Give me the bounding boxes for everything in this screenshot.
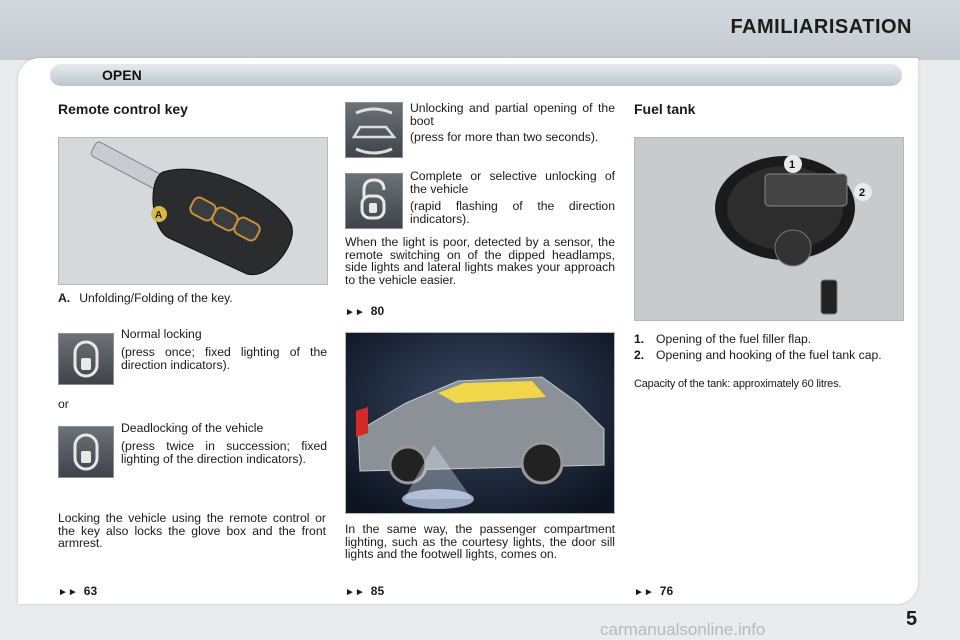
light-sensor-text: When the light is poor, detected by a sensor, the remote switching on of the dipped headlamps, side lights and lateral lights makes your approach to the vehicle easier.	[345, 235, 615, 287]
fuel-filler-illustration	[635, 138, 903, 320]
normal-locking-title: Normal locking	[121, 327, 202, 341]
car-illustration	[346, 333, 614, 513]
section-bar	[50, 64, 902, 86]
ref-arrow-icon: ►►	[58, 587, 78, 598]
passenger-lighting-text: In the same way, the passenger compartment lighting, such as the courtesy lights, the door sill lights and the footwell lights, comes on.	[345, 522, 615, 561]
fuel-tank-figure	[634, 137, 904, 321]
normal-locking-desc: (press once; fixed lighting of the direction indicators).	[121, 345, 327, 372]
boot-unlock-desc: (press for more than two seconds).	[410, 130, 599, 144]
key-caption: A. Unfolding/Folding of the key.	[58, 291, 233, 305]
fuel-label-2: 2	[859, 187, 866, 199]
ref-arrow-icon: ►►	[634, 587, 654, 598]
ref-arrow-icon: ►►	[345, 587, 365, 598]
key-label-a: A	[155, 210, 163, 221]
unlock-button-icon	[345, 173, 403, 229]
locking-note: Locking the vehicle using the remote control or the key also locks the glove box and the front armrest.	[58, 511, 326, 550]
remote-key-illustration	[59, 138, 327, 284]
fuel-tank-heading: Fuel tank	[634, 101, 696, 117]
complete-unlock-title: Complete or selective unlocking of the vehicle	[410, 169, 615, 196]
lock-button-icon	[58, 333, 114, 385]
deadlocking-title: Deadlocking of the vehicle	[121, 421, 264, 435]
deadlocking-desc: (press twice in succession; fixed lighting of the direction indicators).	[121, 439, 327, 466]
tank-capacity: Capacity of the tank: approximately 60 litres.	[634, 378, 842, 390]
unlock-icon	[346, 174, 402, 228]
page-ref-80[interactable]: ►► 80	[345, 304, 385, 318]
watermark: carmanualsonline.info	[600, 620, 766, 639]
boot-button-icon	[345, 102, 403, 158]
section-title: OPEN	[102, 67, 142, 83]
page-ref-76[interactable]: ►► 76	[634, 584, 674, 598]
deadlock-icon	[59, 427, 113, 477]
page-ref-63[interactable]: ►► 63	[58, 584, 98, 598]
fuel-label-1: 1	[789, 159, 796, 171]
ref-arrow-icon: ►►	[345, 307, 365, 318]
page-ref-85[interactable]: ►► 85	[345, 584, 385, 598]
page-number: 5	[906, 608, 918, 630]
boot-unlock-title: Unlocking and partial opening of the boot	[410, 101, 615, 128]
fuel-step-1: 1. Opening of the fuel filler flap.	[634, 332, 812, 346]
car-lighting-figure	[345, 332, 615, 514]
key-figure	[58, 137, 328, 285]
page-header-title: FAMILIARISATION	[730, 16, 912, 38]
lock-icon	[59, 334, 113, 384]
remote-key-heading: Remote control key	[58, 101, 188, 117]
car-boot-icon	[346, 103, 402, 157]
deadlock-button-icon	[58, 426, 114, 478]
or-text: or	[58, 397, 69, 411]
complete-unlock-desc: (rapid flashing of the direction indicators).	[410, 199, 615, 226]
fuel-step-2: 2. Opening and hooking of the fuel tank cap.	[634, 348, 882, 362]
